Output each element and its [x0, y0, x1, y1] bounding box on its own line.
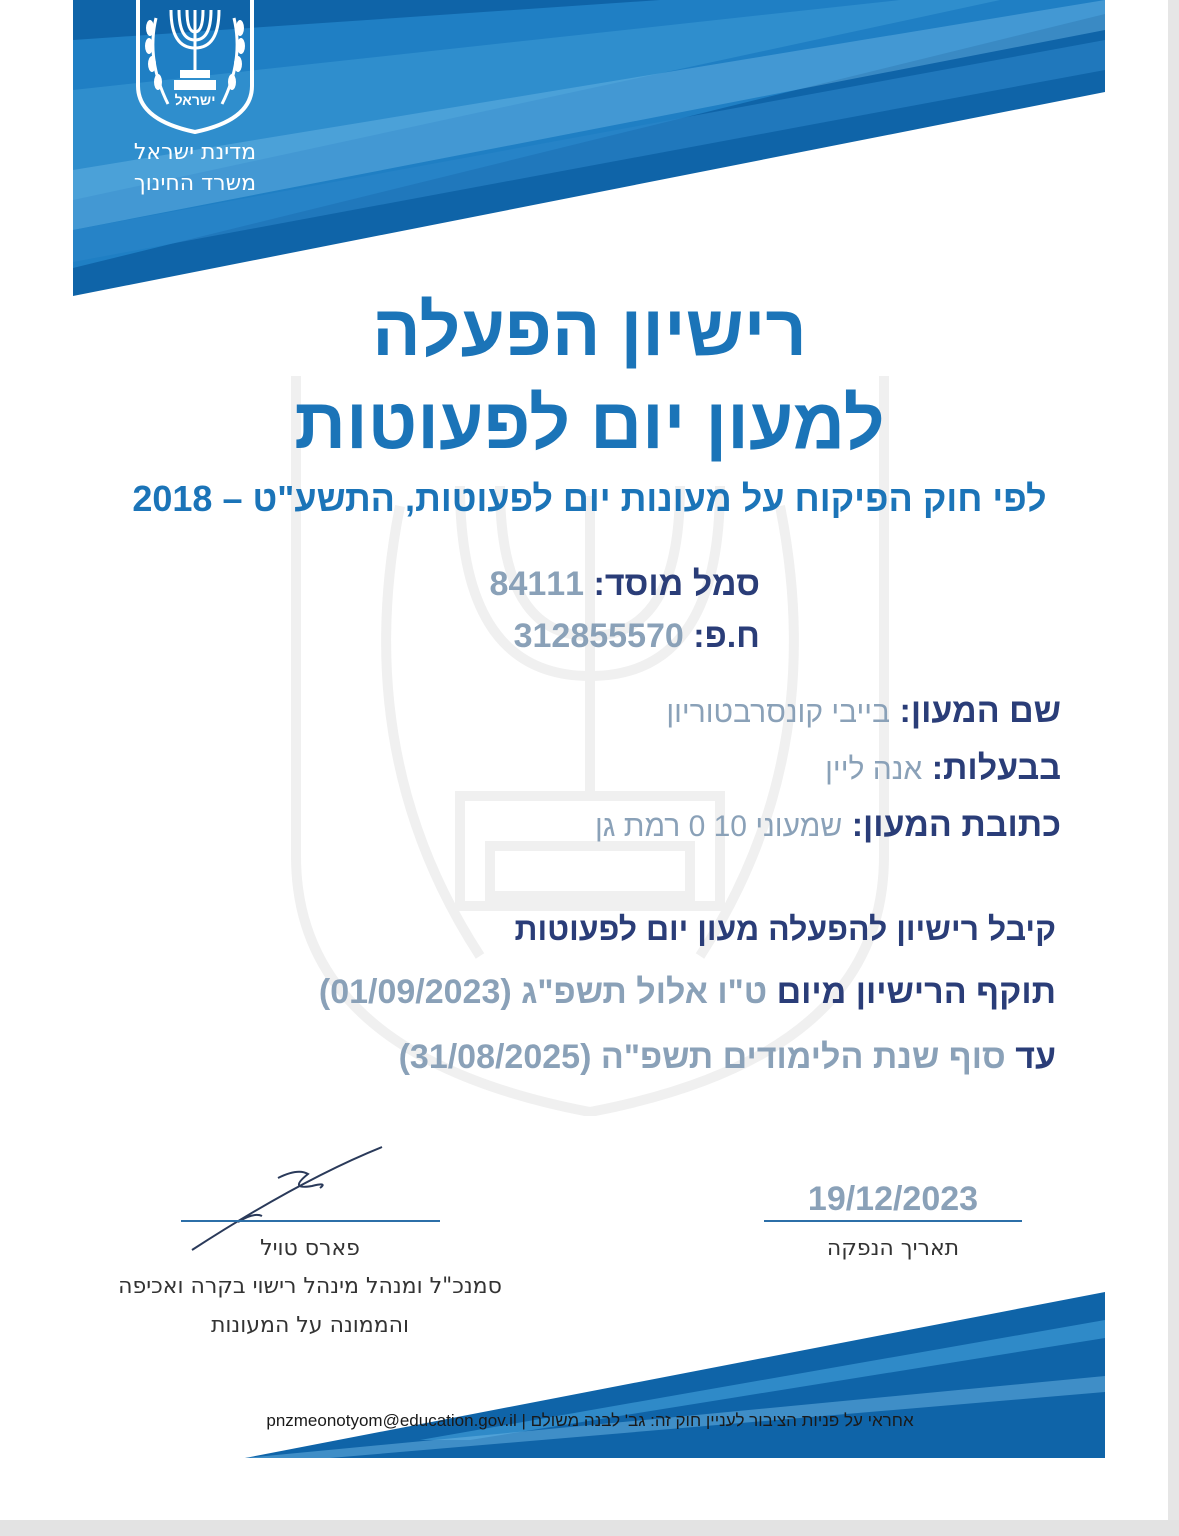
- signature-line: [181, 1220, 440, 1222]
- menorah-emblem-icon: [134, 0, 256, 134]
- daycare-name-value: בייבי קונסרבטוריון: [666, 696, 891, 729]
- footer-contact: אחראי על פניות הציבור לעניין חוק זה: גב' לבנה משולם | pnzmeonotyom@education.gov.il: [266, 1411, 914, 1430]
- valid-from-label: תוקף הרישיון מיום: [776, 973, 1056, 1011]
- signer-name: פארס טויל: [260, 1236, 360, 1261]
- owner-row: [825, 749, 1061, 788]
- daycare-name-label: שם המעון:: [899, 692, 1061, 730]
- valid-until-label: עד: [1015, 1038, 1056, 1076]
- company-number-label: ח.פ:: [693, 617, 760, 655]
- signer-role-line-2: והממונה על המעונות: [210, 1313, 410, 1338]
- company-number-value: 312855570: [513, 617, 684, 655]
- address-label: כתובת המעון:: [851, 806, 1061, 844]
- owner-label: בבעלות:: [931, 749, 1061, 787]
- page-edge-right: [1168, 0, 1179, 1536]
- institution-code-label: סמל מוסד:: [593, 565, 760, 603]
- institution-code-row: [490, 565, 760, 604]
- law-subtitle: לפי חוק הפיקוח על מעונות יום לפעוטות, התשע"ט – 2018: [132, 478, 1047, 519]
- daycare-name-row: [666, 692, 1061, 731]
- signer-role-line-1: סמנכ"ל ומנהל מינהל רישוי בקרה ואכיפה: [118, 1274, 502, 1299]
- owner-value: אנה ליין: [825, 753, 923, 786]
- issue-date-value: 19/12/2023: [807, 1180, 979, 1218]
- emblem-text: ישראל: [174, 92, 216, 108]
- valid-until-value: סוף שנת הלימודים תשפ"ה (31/08/2025): [398, 1038, 1006, 1076]
- country-name: מדינת ישראל: [133, 140, 257, 165]
- page-edge-bottom: [0, 1520, 1179, 1536]
- issue-date-label: תאריך הנפקה: [826, 1236, 960, 1261]
- title-line-2: למעון יום לפעוטות: [294, 384, 885, 464]
- address-row: [595, 806, 1061, 845]
- footer-banner: [0, 1280, 1168, 1470]
- title-line-1: רישיון הפעלה: [372, 291, 807, 371]
- issue-date-line: [764, 1220, 1022, 1222]
- company-number-row: [514, 617, 760, 656]
- license-received-text: קיבל רישיון להפעלה מעון יום לפעוטות: [514, 911, 1056, 947]
- valid-until-row: [399, 1038, 1056, 1077]
- valid-from-row: [319, 973, 1056, 1012]
- valid-from-value: ט"ו אלול תשפ"ג (01/09/2023): [318, 973, 768, 1011]
- ministry-name: משרד החינוך: [133, 171, 257, 196]
- address-value: שמעוני 10 0 רמת גן: [594, 810, 843, 843]
- institution-code-value: 84111: [489, 565, 585, 603]
